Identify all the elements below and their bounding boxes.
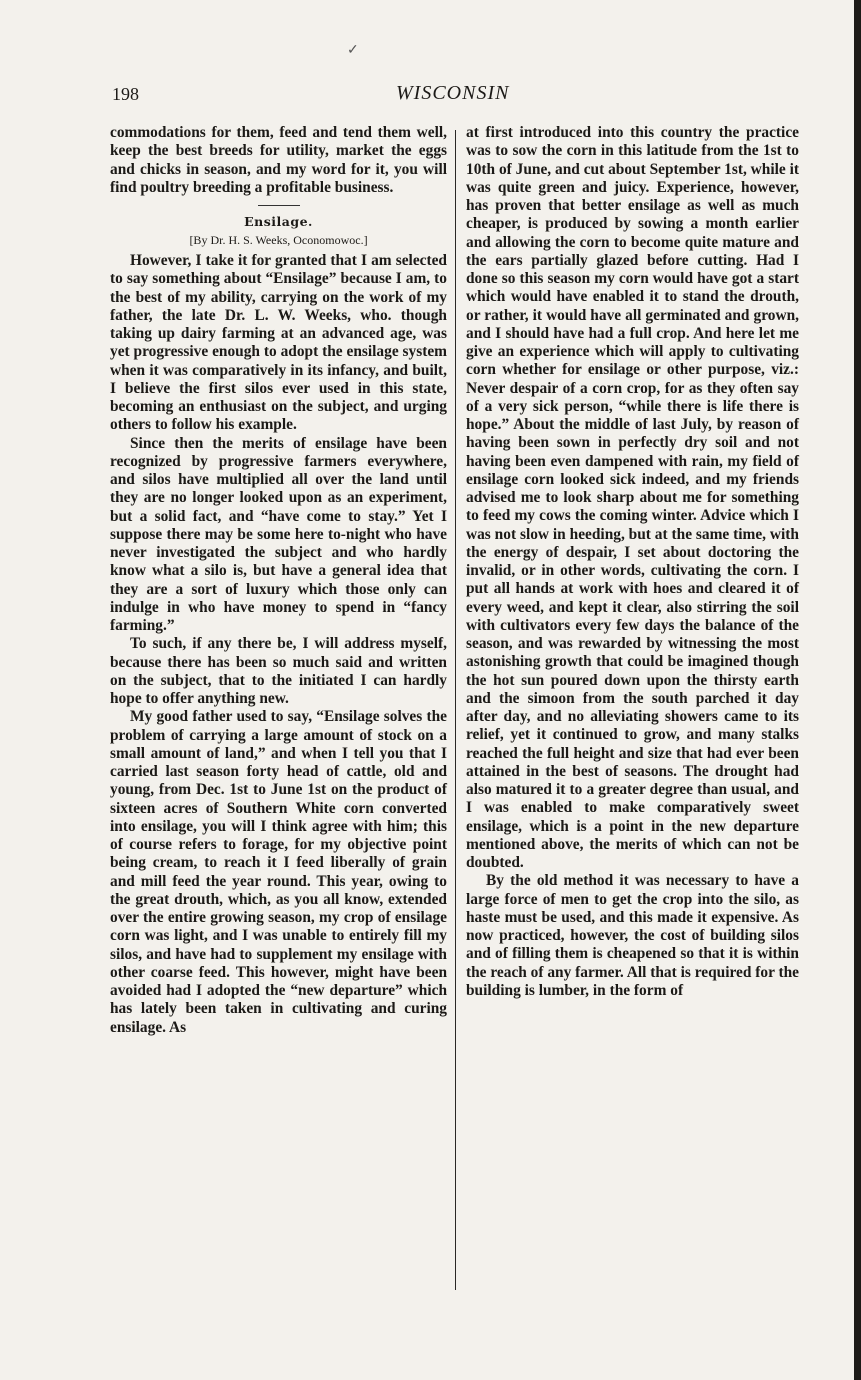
column-divider <box>455 130 456 1290</box>
page-edge-shadow <box>854 0 861 1380</box>
article-title: Ensilage. <box>244 214 313 229</box>
margin-mark: ✓ <box>347 42 359 58</box>
page-number: 198 <box>112 84 139 104</box>
paragraph: at first introduced into this country the practice was to sow the corn in this latitude from the 1st to 10th of June, and cut about September 1st, while it was quite green and juicy. Experience, however, has proven that better ensilage as well as much cheaper, is produced by sowing a month earlier and allowing the corn to become quite mature and the ears partially glazed before cutting. Had I done so this season my corn would have got a start which would have enabled it to stand the drouth, or rather, it would have all germinated and grown, and I should have had a full crop. And here let me give an experience which will apply to cultivating corn whether for ensilage or other purpose, viz.: Never despair of a corn crop, for as they often say of a very sick person, “while there is life there is hope.” About the middle of last July, by reason of having been sown in perfectly dry soil and not having been even dampened with rain, my field of ensilage corn looked sick indeed, and my friends advised me to look sharp about me for something to feed my cows the coming winter. Advice which I was not slow in heeding, but at the same time, with the energy of despair, I set about doctoring the invalid, or in other words, cultivating the corn. I put all hands at work with hoes and cleared it of every weed, and kept it clear, also stirring the soil with cultivators every few days the balance of the season, and was rewarded by witnessing the most astonishing growth that could be imagined though the hot sun poured down upon the thirsty earth and the simoon from the south parched it day after day, and no alleviating showers came to its relief, yet it continued to grow, and many stalks reached the full height and size that had ever been attained in the best of seasons. The drought had also matured it to a greater degree than usual, and I was enabled to make comparatively sweet ensilage, which is a point in the new departure mentioned above, the merits of which can not be doubted. <box>466 124 799 871</box>
left-column <box>110 124 447 1037</box>
paragraph: By the old method it was necessary to have a large force of men to get the crop into the silo, as haste must be used, and this made it expensive. As now practiced, however, the cost of building silos and of filling them is cheapened so that it is within the reach of any farmer. All that is required for the building is lumber, in the form of <box>466 872 800 999</box>
paragraph: Since then the merits of ensilage have been recognized by progressive farmers everywhere, and silos have multiplied all over the land until they are no longer looked upon as an experiment, but a solid fact, and “have come to stay.” Yet I suppose there may be some here to-night who have never investigated the subject and who hardly know what a silo is, but have a general idea that they are a sort of luxury which those only can indulge in who have money to spend in “fancy farming.” <box>110 434 447 634</box>
paragraph: My good father used to say, “Ensilage solves the problem of carrying a large amount of stock on a small amount of land,” and when I tell you that I carried last season forty head of cattle, old and young, from Dec. 1st to June 1st on the product of sixteen acres of Southern White corn converted into ensilage, you will I think agree with him; this of course refers to forage, for my objective point being cream, to reach it I feed liberally of grain and mill feed the year round. This year, owing to the great drouth, which, as you all know, extended over the entire growing season, my crop of ensilage corn was light, and I was unable to entirely fill my silos, and have had to supplement my ensilage with other coarse feed. This however, might have been avoided had I adopted the “new departure” which has lately been taken in cultivating and curing ensilage. As <box>110 708 447 1036</box>
right-column <box>466 124 799 1000</box>
paragraph: However, I take it for granted that I am selected to say something about “Ensilage” because I am, to the best of my ability, carrying on the work of my father, the late Dr. L. W. Weeks, who. though taking up dairy farming at an advanced age, was yet progressive enough to adopt the ensilage system when it was comparatively in its infancy, and built, I believe the first silos ever used in this state, becoming an enthusiast on the subject, and urging others to follow his example. <box>110 252 447 434</box>
paragraph: To such, if any there be, I will address myself, because there has been so much said and written on the subject, that to the initiated I can hardly hope to offer anything new. <box>110 635 447 707</box>
section-divider <box>258 205 300 206</box>
running-head: WISCONSIN <box>396 82 510 104</box>
article-byline: [By Dr. H. S. Weeks, Oconomowoc.] <box>189 233 368 247</box>
opening-paragraph: commodations for them, feed and tend them well, keep the best breeds for utility, market the eggs and chicks in season, and my word for it, you will find poultry breeding a profitable business. <box>110 124 447 196</box>
